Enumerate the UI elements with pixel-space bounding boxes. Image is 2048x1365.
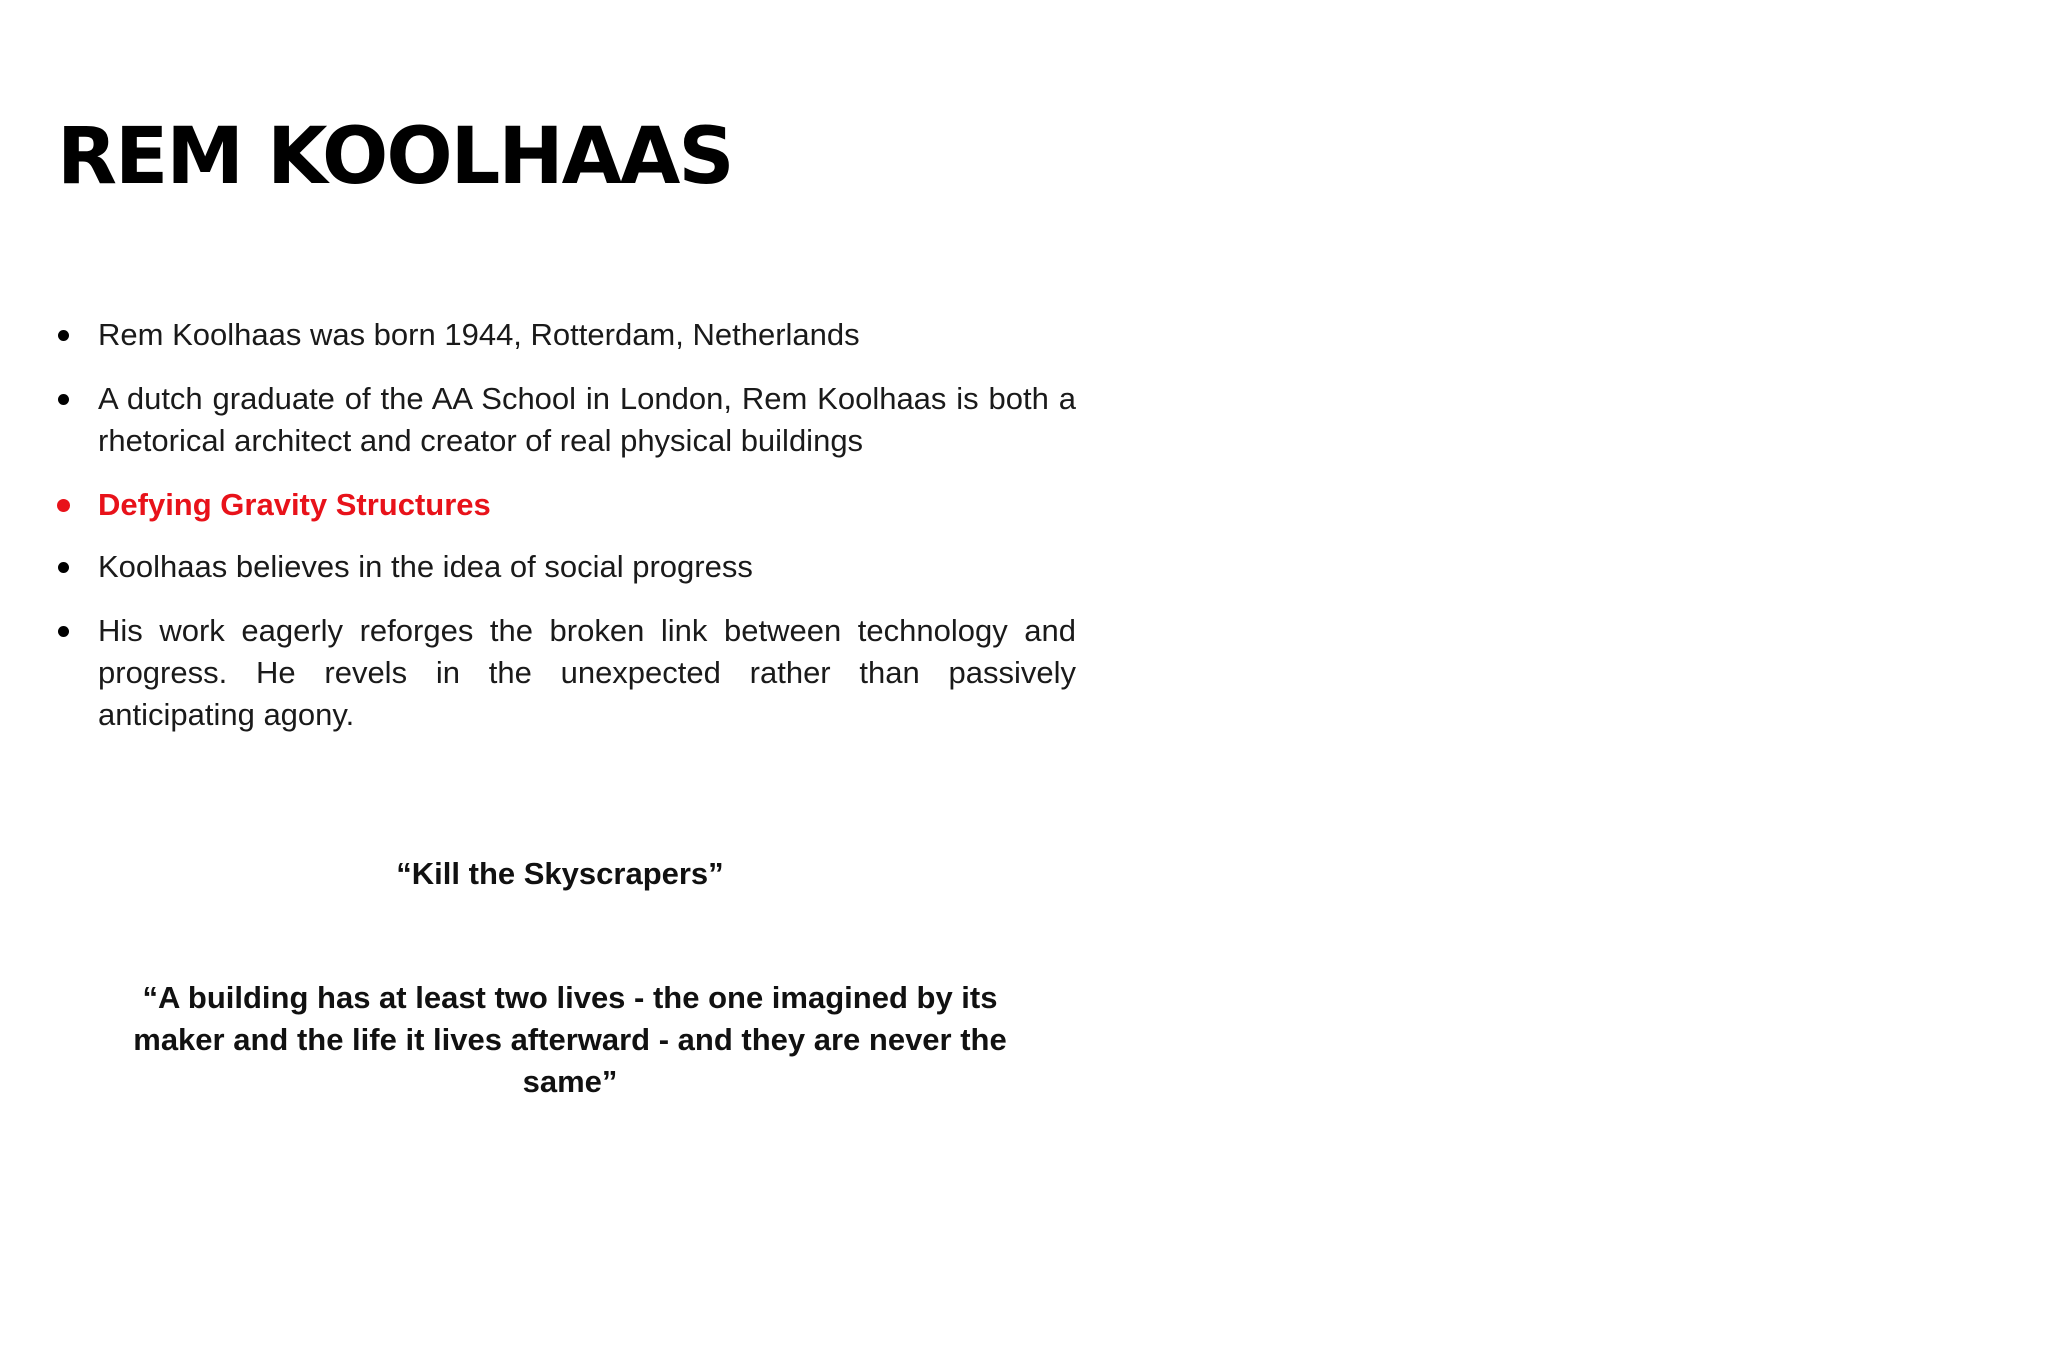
bullet-text: His work eagerly reforges the broken link between technology and progress. He revels in the unexpected rather than passively anticipating agony. [98, 613, 1076, 732]
quote-building-two-lives: “A building has at least two lives - the one imagined by its maker and the life it lives afterward - and they are never the same” [133, 980, 1007, 1099]
bullet-list [52, 314, 1076, 758]
bullet-item-birth [52, 314, 1076, 356]
bullet-item-his-work [52, 610, 1076, 736]
bullet-item-social-progress [52, 546, 1076, 588]
quote-kill-the-skyscrapers: “Kill the Skyscrapers” [396, 856, 724, 891]
bullet-item-graduate [52, 378, 1076, 462]
bullet-dot-icon [58, 626, 69, 637]
slide-title: REM KOOLHAAS [57, 112, 733, 202]
bullet-item-defying-gravity [52, 484, 1076, 526]
bullet-dot-icon [57, 499, 70, 512]
bullet-text: A dutch graduate of the AA School in London, Rem Koolhaas is both a rhetorical architect and creator of real physical buildings [98, 381, 1076, 458]
bullet-dot-icon [58, 330, 69, 341]
bullet-text: Koolhaas believes in the idea of social progress [98, 549, 753, 584]
bullet-dot-icon [58, 394, 69, 405]
bullet-text: Rem Koolhaas was born 1944, Rotterdam, Netherlands [98, 317, 860, 352]
bullet-dot-icon [58, 562, 69, 573]
bullet-text: Defying Gravity Structures [98, 487, 491, 522]
